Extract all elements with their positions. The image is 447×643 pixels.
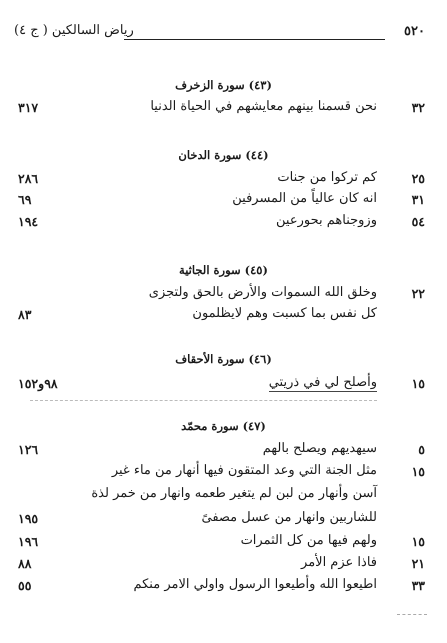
verse-number: ٢٥ [411, 171, 425, 186]
verse-row [18, 577, 425, 599]
verse-number: ٣٢ [411, 100, 425, 115]
verse-text: مثل الجنة التي وعد المتقون فيها أنهار من ماء غير [111, 463, 377, 478]
verse-text: اطيعوا الله وأطيعوا الرسول واولي الامر منكم [133, 577, 377, 592]
verse-text: فاذا عزم الأمر [301, 555, 377, 570]
running-head: رياض السالكين ( ج ٤) [14, 23, 134, 38]
section-heading: (٤٦) سورة الأحقاف [175, 352, 272, 366]
page-reference: ١٩٦ [18, 534, 39, 549]
page-reference: ١٩٥ [18, 511, 39, 526]
page-reference: ٥٥ [18, 578, 32, 593]
verse-number: ١٥ [411, 534, 425, 549]
verse-row [18, 191, 425, 213]
verse-text: سيهديهم ويصلح بالهم [262, 441, 377, 456]
page-reference: ٢٨٦ [18, 171, 39, 186]
verse-row [18, 213, 425, 235]
verse-row [18, 463, 425, 485]
page-reference: ١٢٦ [18, 442, 39, 457]
verse-text: وخلق الله السموات والأرض بالحق ولتجزى [148, 285, 377, 300]
verse-text: نحن قسمنا بينهم معايشهم في الحياة الدنيا [150, 99, 377, 114]
verse-row [18, 510, 425, 532]
page-reference: ٨٣ [18, 307, 32, 322]
verse-text: كم تركوا من جنات [277, 170, 377, 185]
section-heading: (٤٤) سورة الدخان [178, 148, 269, 162]
verse-number: ٢١ [411, 556, 425, 571]
section-heading: (٤٧) سورة محمّد [181, 419, 266, 433]
verse-text: ولهم فيها من كل الثمرات [240, 533, 377, 548]
verse-row [18, 285, 425, 307]
verse-number: ٢٢ [411, 286, 425, 301]
verse-text: انه كان عالياً من المسرفين [232, 191, 377, 206]
verse-text: للشاربين وانهار من عسل مصفىً [201, 510, 377, 525]
header-rule [124, 39, 385, 40]
page-reference: ١٩٤ [18, 214, 39, 229]
verse-text: آسن وأنهار من لبن لم يتغير طعمه وانهار من خمر لذة [91, 486, 377, 501]
verse-number: ٥ [418, 442, 425, 457]
verse-row [18, 533, 425, 555]
page-reference: ٨٨ [18, 556, 32, 571]
verse-row [18, 306, 425, 328]
section-heading: (٤٥) سورة الجاثية [179, 263, 268, 277]
page-number: ٥٢٠ [404, 24, 425, 39]
verse-row [18, 375, 425, 397]
verse-number: ١٥ [411, 464, 425, 479]
page-header [14, 20, 425, 46]
page-reference: ٩٨و١٥٢ [18, 376, 58, 391]
verse-text: وأصلح لي في ذريتي [268, 375, 377, 390]
verse-row [18, 170, 425, 192]
verse-number: ٥٤ [411, 214, 425, 229]
verse-row [18, 441, 425, 463]
footer-mark [397, 614, 427, 615]
section-heading: (٤٣) سورة الزخرف [175, 78, 272, 92]
verse-row [18, 99, 425, 121]
page-reference: ٣١٧ [18, 100, 39, 115]
verse-row [18, 555, 425, 577]
verse-text: وزوجناهم بحورعين [276, 213, 377, 228]
verse-number: ٣١ [411, 192, 425, 207]
verse-text: كل نفس بما كسبت وهم لايظلمون [192, 306, 377, 321]
divider-line [30, 400, 377, 401]
page-reference: ٦٩ [18, 192, 32, 207]
verse-row [18, 486, 425, 508]
verse-number: ١٥ [411, 376, 425, 391]
verse-number: ٣٣ [411, 578, 425, 593]
